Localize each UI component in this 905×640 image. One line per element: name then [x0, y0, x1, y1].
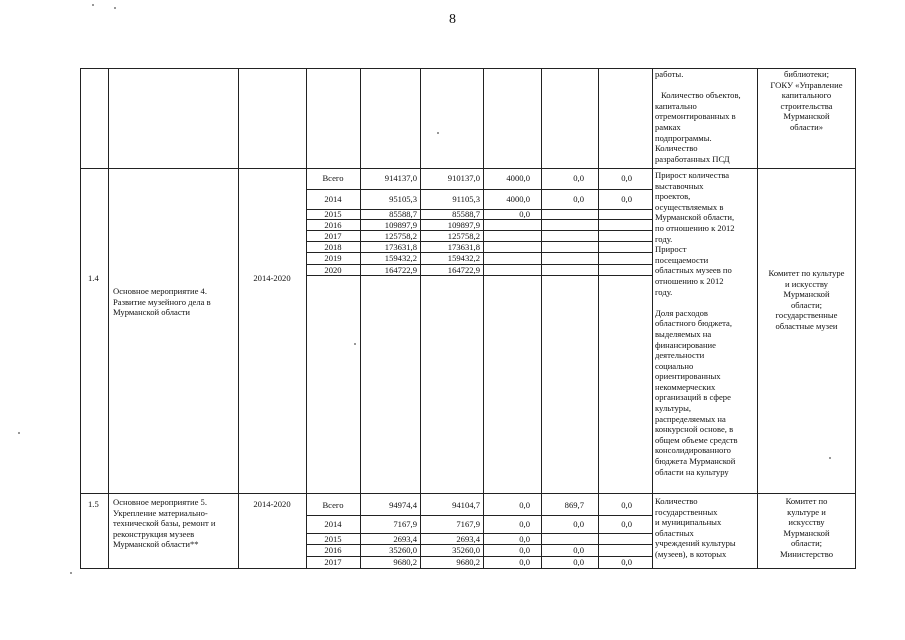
- text-line: рамках: [655, 121, 681, 132]
- text-line: Мурманской: [783, 111, 830, 122]
- amount-cell: 7167,9: [393, 519, 417, 529]
- amount-cell: 0,0: [519, 534, 530, 544]
- text-line: учреждений культуры: [655, 538, 736, 549]
- text-line: капитального: [781, 90, 832, 101]
- text-line: и муниципальных: [655, 517, 722, 528]
- text-line: Министерство: [780, 548, 833, 559]
- amount-cell: 91105,3: [452, 194, 480, 204]
- text-line: Основное мероприятие 4.: [113, 286, 207, 296]
- text-line: некоммерческих: [655, 381, 716, 392]
- text-line: библиотеки;: [784, 69, 829, 79]
- amount-cell: 0,0: [573, 519, 584, 529]
- amount-cell: 914137,0: [384, 173, 417, 183]
- text-line: году.: [655, 233, 673, 244]
- amount-cell: 7167,9: [456, 519, 480, 529]
- amount-cell: 94974,4: [389, 500, 417, 510]
- year-cell: 2017: [324, 557, 342, 567]
- row-number: 1.5: [88, 499, 99, 509]
- amount-cell: 9680,2: [393, 557, 417, 567]
- amount-cell: 164722,9: [384, 265, 417, 275]
- row-divider: [80, 168, 856, 169]
- text-line: [655, 297, 755, 308]
- text-line: Мурманской: [783, 527, 830, 538]
- text-line: Мурманской области,: [655, 212, 735, 223]
- year-row-divider: [306, 515, 652, 516]
- text-line: области»: [789, 121, 824, 132]
- activity-name: [113, 497, 216, 550]
- text-line: проектов,: [655, 191, 691, 202]
- text-line: области;: [790, 299, 823, 310]
- amount-cell: 109897,9: [447, 220, 480, 230]
- text-line: реконструкция музеев: [113, 528, 195, 539]
- text-line: распределяемых на: [655, 413, 726, 424]
- text-line: Мурманской области: [113, 307, 191, 318]
- year-cell: 2020: [324, 265, 342, 275]
- amount-cell: 85588,7: [452, 209, 480, 219]
- amount-cell: 109897,9: [384, 220, 417, 230]
- text-line: и искусству: [785, 278, 828, 289]
- indicator-cell: [655, 496, 755, 560]
- row-number: 1.4: [88, 273, 99, 283]
- year-cell: 2014: [324, 194, 342, 204]
- amount-cell: 0,0: [519, 519, 530, 529]
- text-line: Укрепление материально-: [113, 507, 208, 518]
- text-line: Количество: [655, 143, 698, 154]
- text-line: конкурсной основе, в: [655, 424, 734, 435]
- text-line: работы.: [655, 69, 684, 79]
- text-line: Развитие музейного дела в: [113, 296, 211, 307]
- scan-speck: [829, 457, 831, 459]
- amount-cell: 2693,4: [393, 534, 417, 544]
- text-line: году.: [655, 286, 673, 297]
- text-line: Прирост: [655, 244, 687, 255]
- text-line: Комитет по: [785, 496, 828, 506]
- text-line: областных музеев по: [655, 265, 732, 276]
- amount-cell: 125758,2: [447, 231, 480, 241]
- text-line: по отношению к 2012: [655, 222, 735, 233]
- text-line: отремонтированных в: [655, 111, 736, 122]
- year-cell: 2016: [324, 545, 342, 555]
- year-cell: 2019: [324, 253, 342, 263]
- top-executor-cell: [758, 69, 855, 133]
- text-line: выставочных: [655, 180, 704, 191]
- text-line: области на культуру: [655, 466, 729, 477]
- amount-cell: 94104,7: [452, 500, 480, 510]
- text-line: строительства: [780, 100, 833, 111]
- activity-name: [113, 286, 211, 318]
- text-line: социально: [655, 360, 694, 371]
- amount-cell: 0,0: [519, 500, 530, 510]
- text-line: Мурманской области**: [113, 539, 199, 550]
- text-line: искусству: [788, 517, 825, 528]
- year-cell: 2016: [324, 220, 342, 230]
- period: 2014-2020: [253, 273, 291, 283]
- scan-speck: [18, 432, 20, 434]
- amount-cell: 159432,2: [384, 253, 417, 263]
- text-line: ГОКУ «Управление: [770, 79, 843, 90]
- amount-cell: 910137,0: [447, 173, 480, 183]
- year-cell: Всего: [322, 500, 344, 510]
- text-line: Комитет по культуре: [768, 268, 845, 278]
- executor-cell: [758, 496, 855, 560]
- amount-cell: 125758,2: [384, 231, 417, 241]
- text-line: Доля расходов: [655, 307, 708, 318]
- text-line: областного бюджета,: [655, 318, 732, 329]
- scan-speck: [354, 343, 356, 345]
- amount-cell: 0,0: [573, 545, 584, 555]
- amount-cell: 0,0: [573, 557, 584, 567]
- text-line: подпрограммы.: [655, 132, 712, 143]
- year-cell: 2018: [324, 242, 342, 252]
- text-line: разработанных ПСД: [655, 153, 730, 164]
- text-line: организаций в сфере: [655, 392, 731, 403]
- row-divider: [80, 493, 856, 494]
- executor-cell: [758, 268, 855, 332]
- text-line: Основное мероприятие 5.: [113, 497, 207, 507]
- amount-cell: 4000,0: [506, 194, 530, 204]
- text-line: финансирование: [655, 339, 716, 350]
- year-cell: Всего: [322, 173, 344, 183]
- text-line: областные музеи: [775, 320, 838, 331]
- text-line: Количество объектов,: [661, 90, 741, 101]
- amount-cell: 35260,0: [389, 545, 417, 555]
- text-line: капитально: [655, 100, 697, 111]
- amount-cell: 0,0: [519, 557, 530, 567]
- table-border-bottom: [80, 568, 856, 569]
- amount-cell: 869,7: [564, 500, 584, 510]
- amount-cell: 0,0: [519, 209, 530, 219]
- text-line: деятельности: [655, 350, 705, 361]
- text-line: Мурманской: [783, 289, 830, 300]
- amount-cell: 0,0: [573, 173, 584, 183]
- text-line: областных: [655, 527, 694, 538]
- text-line: отношению к 2012: [655, 275, 724, 286]
- text-line: культуры,: [655, 403, 692, 414]
- amount-cell: 4000,0: [506, 173, 530, 183]
- amount-cell: 173631,8: [447, 242, 480, 252]
- amount-cell: 159432,2: [447, 253, 480, 263]
- text-line: технической базы, ремонт и: [113, 518, 216, 529]
- amount-cell: 95105,3: [389, 194, 417, 204]
- indicator-cell: [655, 170, 755, 477]
- text-line: [655, 80, 755, 91]
- amount-cell: 173631,8: [384, 242, 417, 252]
- amount-cell: 0,0: [573, 194, 584, 204]
- amount-cell: 0,0: [621, 194, 632, 204]
- text-line: (музеев), в которых: [655, 548, 727, 559]
- text-line: области;: [790, 538, 823, 549]
- year-cell: 2014: [324, 519, 342, 529]
- amount-cell: 35260,0: [452, 545, 480, 555]
- scan-speck: [114, 7, 116, 9]
- text-line: осуществляемых в: [655, 201, 724, 212]
- scan-speck: [92, 4, 94, 6]
- text-line: выделяемых на: [655, 328, 712, 339]
- amount-cell: 2693,4: [456, 534, 480, 544]
- year-cell: 2015: [324, 534, 342, 544]
- text-line: Прирост количества: [655, 170, 730, 180]
- top-indicator-cell: [655, 69, 755, 164]
- amount-cell: 9680,2: [456, 557, 480, 567]
- year-row-divider: [306, 189, 652, 190]
- text-line: посещаемости: [655, 254, 709, 265]
- text-line: государственных: [655, 506, 718, 517]
- amount-cell: 0,0: [621, 557, 632, 567]
- text-line: консолидированного: [655, 445, 731, 456]
- amount-cell: 0,0: [621, 500, 632, 510]
- text-line: общем объеме средств: [655, 434, 738, 445]
- amount-cell: 0,0: [621, 519, 632, 529]
- page-number: 8: [449, 12, 456, 27]
- amount-cell: 0,0: [519, 545, 530, 555]
- text-line: государственные: [775, 310, 838, 321]
- amount-cell: 85588,7: [389, 209, 417, 219]
- amount-cell: 164722,9: [447, 265, 480, 275]
- amount-cell: 0,0: [621, 173, 632, 183]
- year-cell: 2017: [324, 231, 342, 241]
- text-line: культуре и: [787, 506, 826, 517]
- text-line: Количество: [655, 496, 698, 506]
- scan-speck: [437, 132, 439, 134]
- scan-speck: [70, 572, 72, 574]
- period: 2014-2020: [253, 499, 291, 509]
- year-cell: 2015: [324, 209, 342, 219]
- text-line: бюджета Мурманской: [655, 456, 736, 467]
- text-line: ориентированных: [655, 371, 721, 382]
